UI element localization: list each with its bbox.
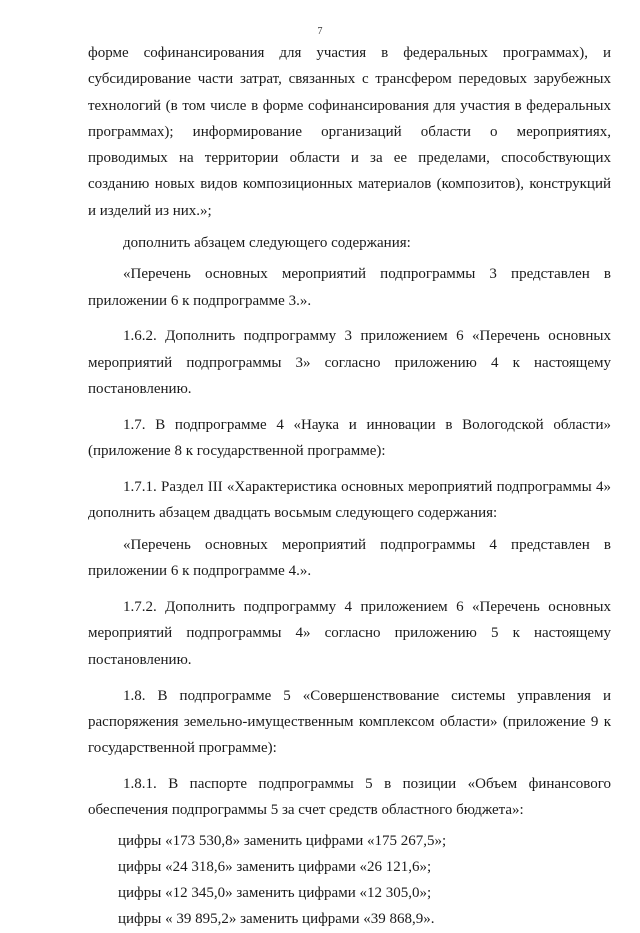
figure-replacements-list <box>88 828 611 933</box>
paragraph-1-8: 1.8. В подпрограмме 5 «Совершенствование системы управления и распоряжения земельно-имущественным комплексом области» (приложение 9 к государственной программе): <box>88 687 611 757</box>
figure-replacement-line: цифры « 39 895,2» заменить цифрами «39 868,9». <box>118 911 435 928</box>
figure-replacement-line: цифры «173 530,8» заменить цифрами «175 267,5»; <box>118 832 447 849</box>
figure-replacement-line: цифры «12 345,0» заменить цифрами «12 305,0»; <box>118 885 432 902</box>
page-number: 7 <box>317 26 323 37</box>
paragraph-quote-subprogram-3: «Перечень основных мероприятий подпрограммы 3 представлен в приложении 6 к подпрограмме 3.». <box>88 266 611 309</box>
paragraph-1-7: 1.7. В подпрограмме 4 «Наука и инновации в Вологодской области» (приложение 8 к государственной программе): <box>88 416 611 460</box>
paragraph-add-instruction: дополнить абзацем следующего содержания: <box>123 234 411 251</box>
paragraph-continuation: форме софинансирования для участия в федеральных программах), и субсидирование части затрат, связанных с трансфером передовых зарубежных технологий (в том числе в форме софинансирования для участия в федеральных программах); информирование организаций области о мероприятиях, проводимых на территории области и за ее пределами, способствующих созданию новых видов композиционных материалов (композитов), конструкций и изделий из них.»; <box>88 45 611 219</box>
paragraph-1-7-2: 1.7.2. Дополнить подпрограмму 4 приложением 6 «Перечень основных мероприятий подпрограммы 4» согласно приложению 5 к настоящему постановлению. <box>88 599 611 668</box>
paragraph-1-8-1: 1.8.1. В паспорте подпрограммы 5 в позиции «Объем финансового обеспечения подпрограммы 5 за счет средств областного бюджета»: <box>88 775 611 819</box>
paragraph-1-6-2: 1.6.2. Дополнить подпрограмму 3 приложением 6 «Перечень основных мероприятий подпрограммы 3» согласно приложению 4 к настоящему постановлению. <box>88 328 611 398</box>
paragraph-1-7-1: 1.7.1. Раздел III «Характеристика основных мероприятий подпрограммы 4» дополнить абзацем двадцать восьмым следующего содержания: <box>88 478 611 522</box>
paragraph-quote-subprogram-4: «Перечень основных мероприятий подпрограммы 4 представлен в приложении 6 к подпрограмме 4.». <box>88 537 611 580</box>
document-body <box>88 40 611 933</box>
figure-replacement-line: цифры «24 318,6» заменить цифрами «26 121,6»; <box>118 858 432 875</box>
